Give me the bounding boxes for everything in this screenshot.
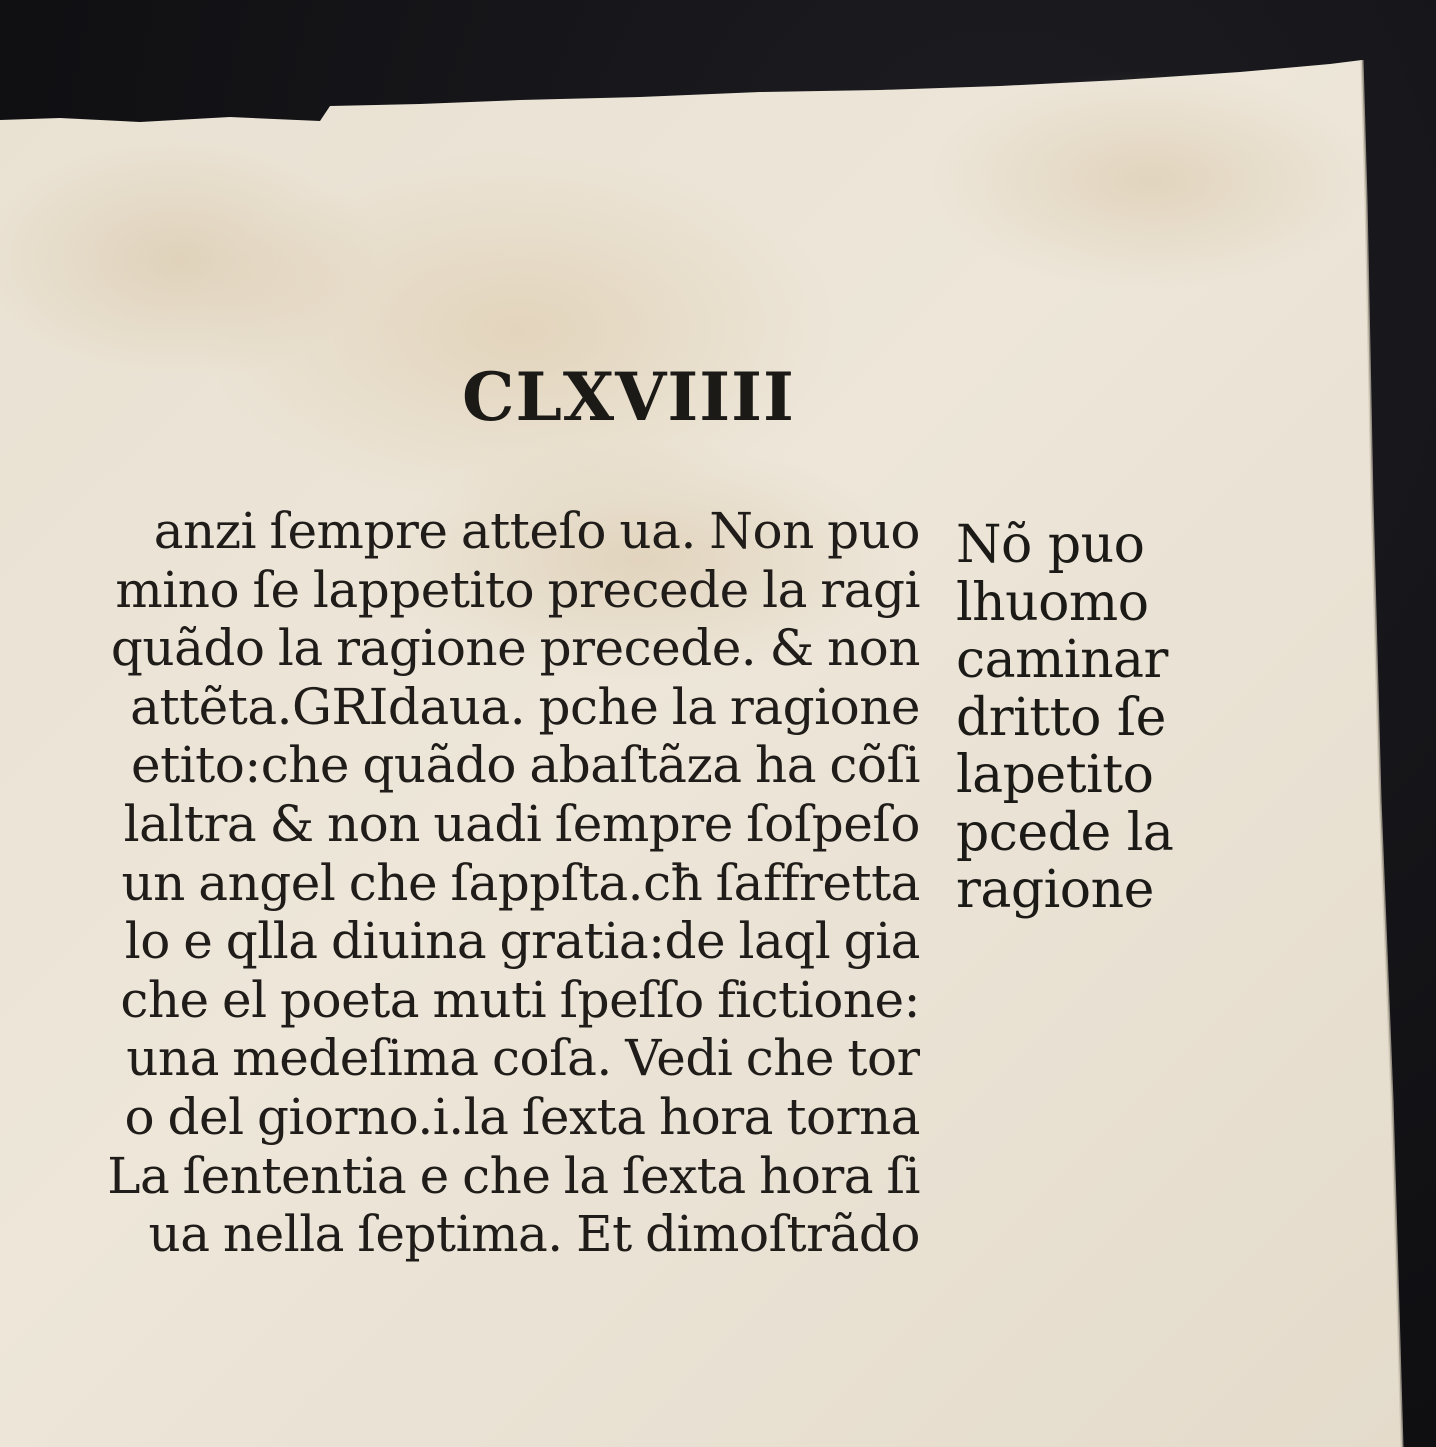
text-line: quãdo la ragione precede. & non [110,619,920,678]
page-folio-number: CLXVIIII [462,358,795,436]
text-line: un angel che ſappſta.cħ ſaffretta [121,853,920,912]
text-line: lo e qlla diuina gratia:de laql gia [124,912,920,971]
text-line: o del giorno.i.la ſexta hora torna [124,1087,920,1146]
main-text-column [0,502,920,1264]
gloss-line: lhuomo [956,572,1149,633]
text-line: etito:che quãdo abaſtãza ha cõſi [130,736,920,795]
gloss-line: Nõ puo [956,515,1145,575]
gloss-line: dritto ſe [956,687,1166,748]
gloss-line: pcede la [956,802,1174,863]
gloss-line: ragione [956,860,1154,920]
text-line: una medeſima coſa. Vedi che tor [126,1029,920,1088]
text-line: attẽta.GRIdaua. pche la ragione [130,677,920,736]
text-line: che el poeta muti ſpeſſo fictione: [120,970,920,1029]
gloss-line: caminar [956,630,1168,690]
marginal-gloss [956,517,1236,920]
text-line: La ſententia e che la ſexta hora ſi [107,1146,920,1205]
text-line: anzi ſempre atteſo ua. Non puo [153,502,920,560]
text-line: mino ſe lappetito precede la ragi [115,560,920,619]
text-line: ua nella ſeptima. Et dimoſtrãdo [148,1205,920,1264]
gloss-line: lapetito [956,745,1154,805]
text-line: laltra & non uadi ſempre ſoſpeſo [123,794,920,853]
